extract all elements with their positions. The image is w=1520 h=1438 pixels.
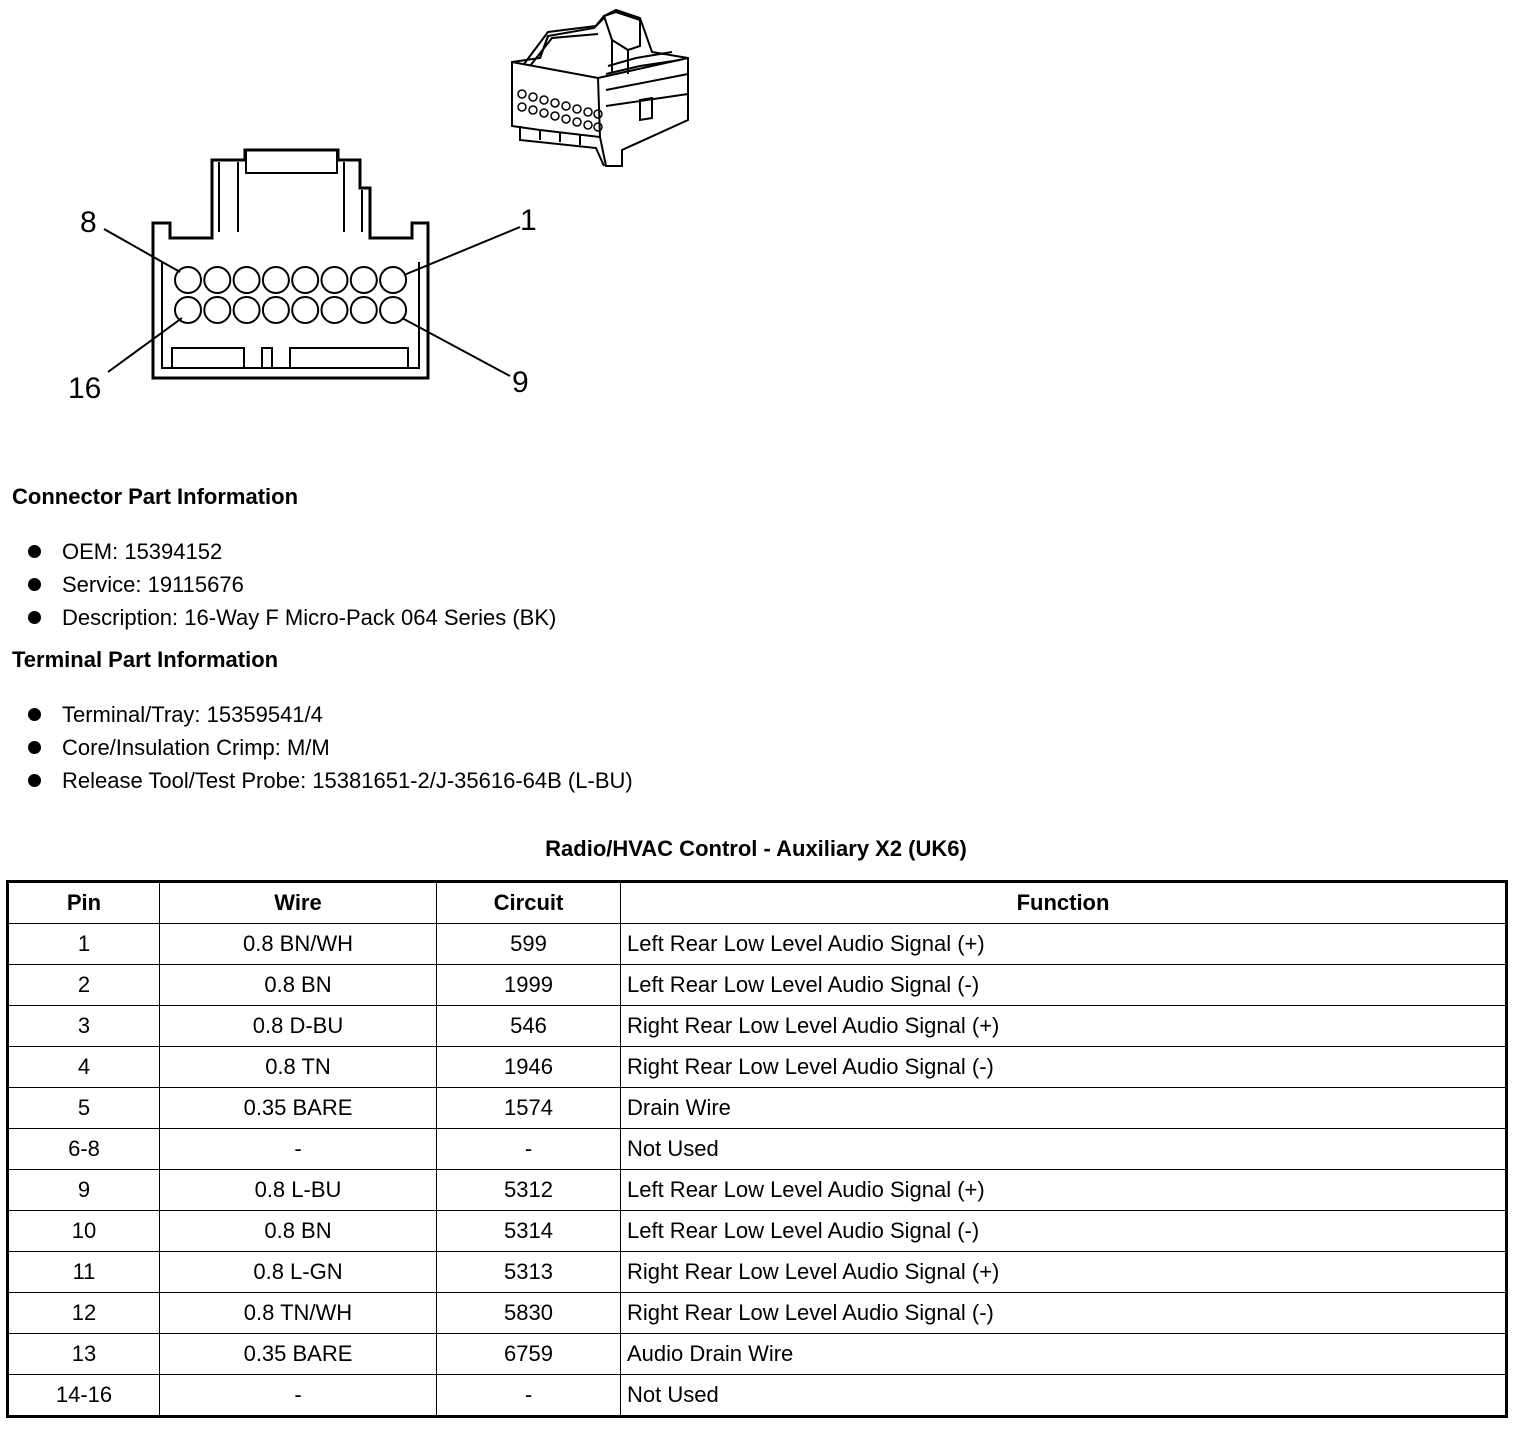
cell-circuit: 1946 (437, 1047, 621, 1088)
pin-label-16: 16 (68, 372, 102, 405)
connector-diagram (0, 0, 720, 420)
cell-function: Not Used (621, 1129, 1507, 1170)
pin-cavity (234, 267, 260, 293)
cell-function: Drain Wire (621, 1088, 1507, 1129)
cell-wire: 0.8 L-GN (160, 1252, 437, 1293)
cell-circuit: 1574 (437, 1088, 621, 1129)
cell-wire: 0.35 BARE (160, 1088, 437, 1129)
table-row (8, 924, 1507, 965)
table-row (8, 1375, 1507, 1417)
table-row (8, 1088, 1507, 1129)
pin-cavity (351, 297, 377, 323)
table-row (8, 1252, 1507, 1293)
cell-pin: 9 (8, 1170, 160, 1211)
table-row (8, 965, 1507, 1006)
cell-function: Left Rear Low Level Audio Signal (-) (621, 1211, 1507, 1252)
cell-circuit: 5312 (437, 1170, 621, 1211)
bullet-icon (28, 774, 41, 787)
bullet-icon (28, 611, 41, 624)
cell-pin: 2 (8, 965, 160, 1006)
pin-cavity (322, 297, 348, 323)
list-item: OEM: 15394152 (28, 535, 556, 568)
column-header-function: Function (621, 882, 1507, 924)
pin-cavity (263, 297, 289, 323)
table-row (8, 1047, 1507, 1088)
pin-cavity (380, 267, 406, 293)
column-header-pin: Pin (8, 882, 160, 924)
pin-cavity (204, 267, 230, 293)
list-item: Service: 19115676 (28, 568, 556, 601)
cell-function: Left Rear Low Level Audio Signal (+) (621, 1170, 1507, 1211)
list-item: Terminal/Tray: 15359541/4 (28, 698, 633, 731)
cell-wire: 0.8 TN/WH (160, 1293, 437, 1334)
pin-cavity (292, 297, 318, 323)
cell-function: Audio Drain Wire (621, 1334, 1507, 1375)
cell-function: Right Rear Low Level Audio Signal (-) (621, 1293, 1507, 1334)
cell-circuit: 6759 (437, 1334, 621, 1375)
bullet-icon (28, 545, 41, 558)
cell-circuit: 546 (437, 1006, 621, 1047)
cell-pin: 14-16 (8, 1375, 160, 1417)
cell-function: Not Used (621, 1375, 1507, 1417)
terminal-info-title: Terminal Part Information (12, 647, 279, 672)
cell-pin: 3 (8, 1006, 160, 1047)
cell-pin: 4 (8, 1047, 160, 1088)
connector-face (153, 150, 428, 378)
cell-wire: 0.8 TN (160, 1047, 437, 1088)
cell-function: Right Rear Low Level Audio Signal (+) (621, 1006, 1507, 1047)
table-header-row (8, 882, 1507, 924)
pin-cavity (204, 297, 230, 323)
cell-wire: 0.8 BN (160, 965, 437, 1006)
list-item: Description: 16-Way F Micro-Pack 064 Series (BK) (28, 601, 556, 634)
pin-cavity (234, 297, 260, 323)
cell-wire: 0.8 BN (160, 1211, 437, 1252)
cell-circuit: 5314 (437, 1211, 621, 1252)
table-row (8, 1293, 1507, 1334)
connector-3d-illustration (512, 10, 688, 166)
list-item: Release Tool/Test Probe: 15381651-2/J-35616-64B (L-BU) (28, 764, 633, 797)
list-item: Core/Insulation Crimp: M/M (28, 731, 633, 764)
cell-wire: 0.8 BN/WH (160, 924, 437, 965)
cell-circuit: 5830 (437, 1293, 621, 1334)
bullet-icon (28, 708, 41, 721)
pin-label-1: 1 (520, 204, 537, 237)
pin-cavity (351, 267, 377, 293)
pin-cavity (263, 267, 289, 293)
cell-pin: 1 (8, 924, 160, 965)
cell-circuit: 599 (437, 924, 621, 965)
cell-pin: 5 (8, 1088, 160, 1129)
cell-function: Left Rear Low Level Audio Signal (-) (621, 965, 1507, 1006)
cell-circuit: 5313 (437, 1252, 621, 1293)
pinout-table (6, 880, 1508, 1418)
cell-wire: 0.35 BARE (160, 1334, 437, 1375)
table-row (8, 1006, 1507, 1047)
cell-circuit: 1999 (437, 965, 621, 1006)
pin-cavity (292, 267, 318, 293)
cell-wire: - (160, 1375, 437, 1417)
pin-label-8: 8 (80, 206, 97, 239)
cell-pin: 10 (8, 1211, 160, 1252)
pin-label-9: 9 (512, 366, 529, 399)
table-row (8, 1129, 1507, 1170)
cell-circuit: - (437, 1375, 621, 1417)
column-header-circuit: Circuit (437, 882, 621, 924)
connector-info-title: Connector Part Information (12, 484, 299, 509)
cell-wire: 0.8 D-BU (160, 1006, 437, 1047)
cell-pin: 13 (8, 1334, 160, 1375)
pin-cavities (175, 267, 406, 323)
table-row (8, 1170, 1507, 1211)
table-row (8, 1334, 1507, 1375)
table-title: Radio/HVAC Control - Auxiliary X2 (UK6) (545, 836, 967, 861)
terminal-info-list (28, 698, 633, 797)
table-row (8, 1211, 1507, 1252)
column-header-wire: Wire (160, 882, 437, 924)
bullet-icon (28, 578, 41, 591)
cell-pin: 6-8 (8, 1129, 160, 1170)
cell-circuit: - (437, 1129, 621, 1170)
connector-info-list (28, 535, 556, 634)
cell-pin: 12 (8, 1293, 160, 1334)
table-body (8, 924, 1507, 1417)
cell-pin: 11 (8, 1252, 160, 1293)
cell-wire: - (160, 1129, 437, 1170)
cell-function: Right Rear Low Level Audio Signal (+) (621, 1252, 1507, 1293)
bullet-icon (28, 741, 41, 754)
cell-function: Right Rear Low Level Audio Signal (-) (621, 1047, 1507, 1088)
cell-wire: 0.8 L-BU (160, 1170, 437, 1211)
pin-cavity (322, 267, 348, 293)
cell-function: Left Rear Low Level Audio Signal (+) (621, 924, 1507, 965)
